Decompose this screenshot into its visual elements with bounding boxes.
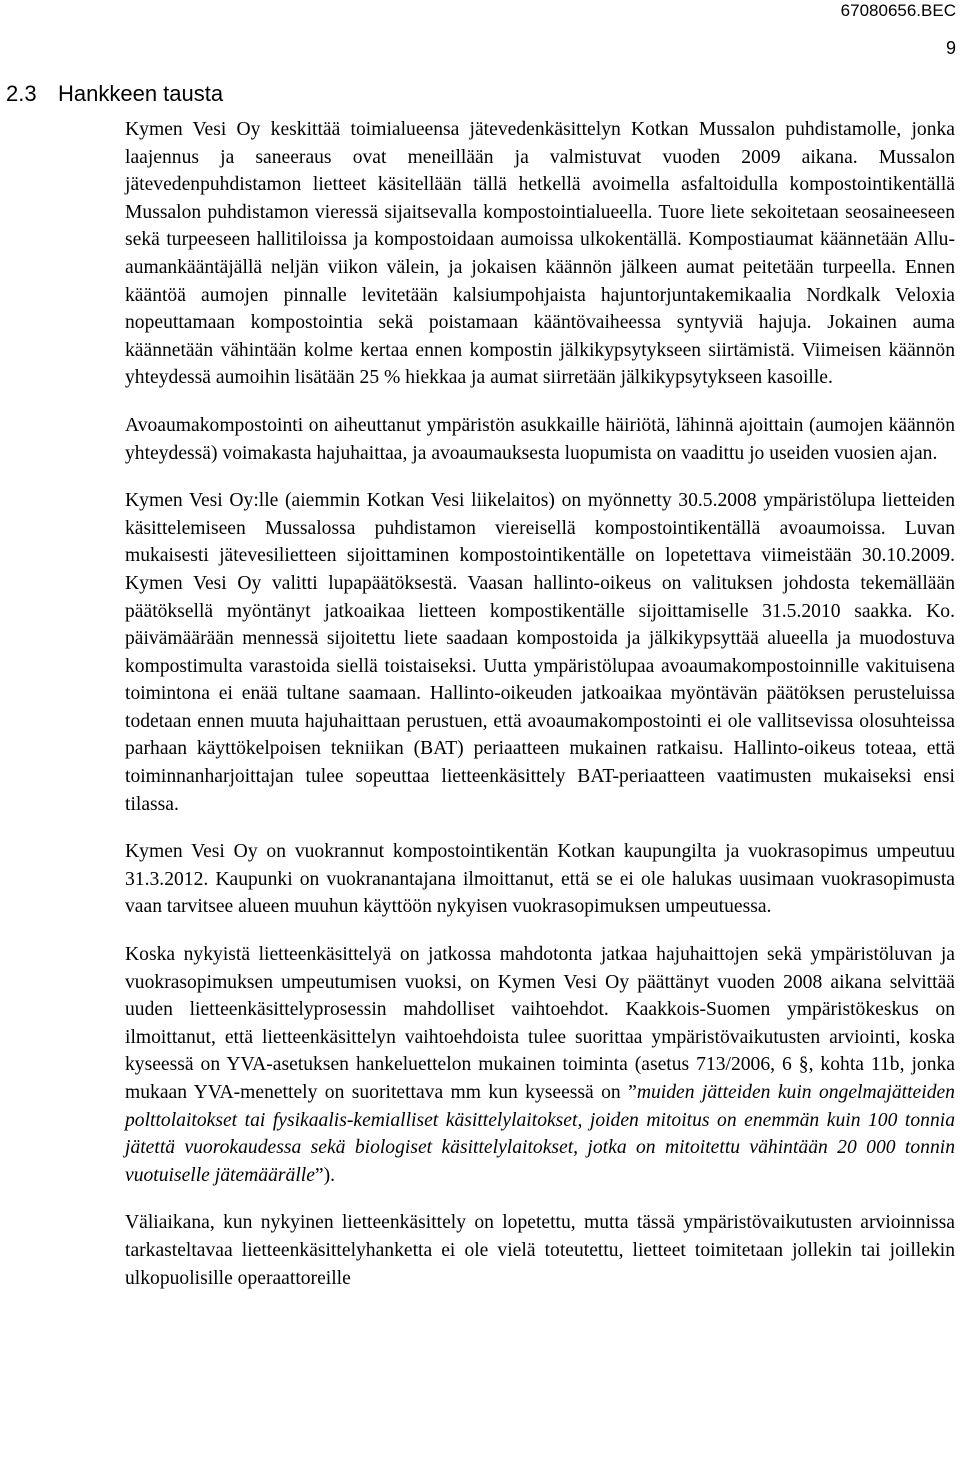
section-heading [6, 80, 223, 108]
paragraph-1 [125, 116, 955, 392]
page-number: 9 [945, 38, 956, 58]
paragraph-text: Kymen Vesi Oy keskittää toimialueensa jätevedenkäsittelyn Kotkan Mussalon puhdistamolle, jonka laajennus ja saneeraus ovat meneillään ja valmistuvat vuoden 2009 aikana. Mussalon jätevedenpuhdistamon lietteet käsitellään tällä hetkellä avoimella asfaltoidulla kompostointikentällä Mussalon puhdistamon vieressä sijaitsevalla kompostointialueella. Tuore liete sekoitetaan seosaineeseen sekä turpeeseen hallitiloissa ja kompostoidaan aumoissa ulkokentällä. Kompostiaumat käännetään Allu-aumankääntäjällä neljän viikon välein, ja jokaisen käännön jälkeen aumat peitetään turpeella. Ennen kääntöä aumojen pinnalle levitetään kalsiumpohjaista hajuntorjuntakemikaalia Nordkalk Veloxia nopeuttamaan kompostointia sekä poistamaan kääntövaiheessa syntyviä hajuja. Jokainen auma käännetään vähintään kolme kertaa ennen kompostin jälkikypsytykseen siirtämistä. Viimeisen käännön yhteydessä aumoihin lisätään 25 % hiekkaa ja aumat siirretään jälkikypsytykseen kasoille. [125, 119, 955, 389]
body-text [125, 116, 955, 1292]
paragraph-text: Väliaikana, kun nykyinen lietteenkäsittely on lopetettu, mutta tässä ympäristövaikutusten arvioinnissa tarkasteltavaa lietteenkäsittelyhanketta ei ole vielä toteutettu, lietteet toimitetaan jollekin tai joillekin ulkopuolisille operaattoreille [125, 1212, 955, 1289]
paragraph-5 [125, 941, 955, 1189]
paragraph-text: Kymen Vesi Oy:lle (aiemmin Kotkan Vesi liikelaitos) on myönnetty 30.5.2008 ympäristölupa lietteiden käsittelemiseen Mussalossa puhdistamon viereisellä kompostointikentällä avoaumoissa. Luvan mukaisesti jätevesilietteen sijoittaminen kompostointikentälle on lopetettava viimeistään 30.10.2009. Kymen Vesi Oy valitti lupapäätöksestä. Vaasan hallinto-oikeus on valituksen johdosta tekemällään päätöksellä myöntänyt jatkoaikaa lietteen kompostikentälle sijoittamiselle 31.5.2010 saakka. Ko. päivämäärään mennessä sijoitettu liete saadaan kompostoida ja jälkikypsyttää alueella ja muodostuva kompostimulta varastoida siellä toistaiseksi. Uutta ympäristölupaa avoaumakompostoinnille vakituisena toimintona ei enää tultane saamaan. Hallinto-oikeuden jatkoaikaa myöntävän päätöksen perusteluissa todetaan ennen muuta hajuhaittaan perustuen, että avoaumakompostointi ei ole vallitsevissa olosuhteissa parhaan käyttökelpoisen tekniikan (BAT) periaatteen mukainen ratkaisu. Hallinto-oikeus toteaa, että toiminnanharjoittajan tulee sopeuttaa lietteenkäsittely BAT-periaatteen vaatimusten mukaiseksi ensi tilassa. [125, 490, 955, 815]
paragraph-text: Koska nykyistä lietteenkäsittelyä on jatkossa mahdotonta jatkaa hajuhaittojen sekä ympäristöluvan ja vuokrasopimuksen umpeutumisen vuoksi, on Kymen Vesi Oy päättänyt vuoden 2008 aikana selvittää uuden lietteenkäsittelyprosessin mahdolliset vaihtoehdot. Kaakkois-Suomen ympäristökeskus on ilmoittanut, että lietteenkäsittelyn vaihtoehdoista tulee suorittaa ympäristövaikutusten arviointi, koska kyseessä on YVA-asetuksen hankeluettelon mukainen toiminta (asetus 713/2006, 6 §, kohta 11b, jonka mukaan YVA-menettely on suoritettava mm kun kyseessä on ” [125, 944, 955, 1103]
paragraph-4 [125, 838, 955, 921]
paragraph-2 [125, 412, 955, 467]
paragraph-text: Kymen Vesi Oy on vuokrannut kompostointikentän Kotkan kaupungilta ja vuokrasopimus umpeutuu 31.3.2012. Kaupunki on vuokranantajana ilmoittanut, että se ei ole halukas uusimaan vuokrasopimusta vaan tarvitsee alueen muuhun käyttöön nykyisen vuokrasopimuksen umpeutuessa. [125, 841, 955, 918]
paragraph-text: Avoaumakompostointi on aiheuttanut ympäristön asukkaille häiriötä, lähinnä ajoittain (aumojen käännön yhteydessä) voimakasta hajuhaittaa, ja avoaumauksesta luopumista on vaadittu jo useiden vuosien ajan. [125, 414, 955, 464]
paragraph-text: ”). [314, 1164, 336, 1186]
section-number: 2.3 [6, 81, 37, 106]
paragraph-6 [125, 1209, 955, 1292]
paragraph-3 [125, 487, 955, 818]
quoted-regulation-text: muiden jätteiden kuin ongelmajätteiden polttolaitokset tai fysikaalis-kemialliset käsittelylaitokset, joiden mitoitus on enemmän kuin 100 tonnia jätettä vuorokaudessa sekä biologiset käsittelylaitokset, jotka on mitoitettu vähintään 20 000 tonnin vuotuiselle jätemäärälle [125, 1082, 955, 1186]
document-code: 67080656.BEC [840, 1, 956, 20]
section-title: Hankkeen tausta [58, 81, 224, 106]
